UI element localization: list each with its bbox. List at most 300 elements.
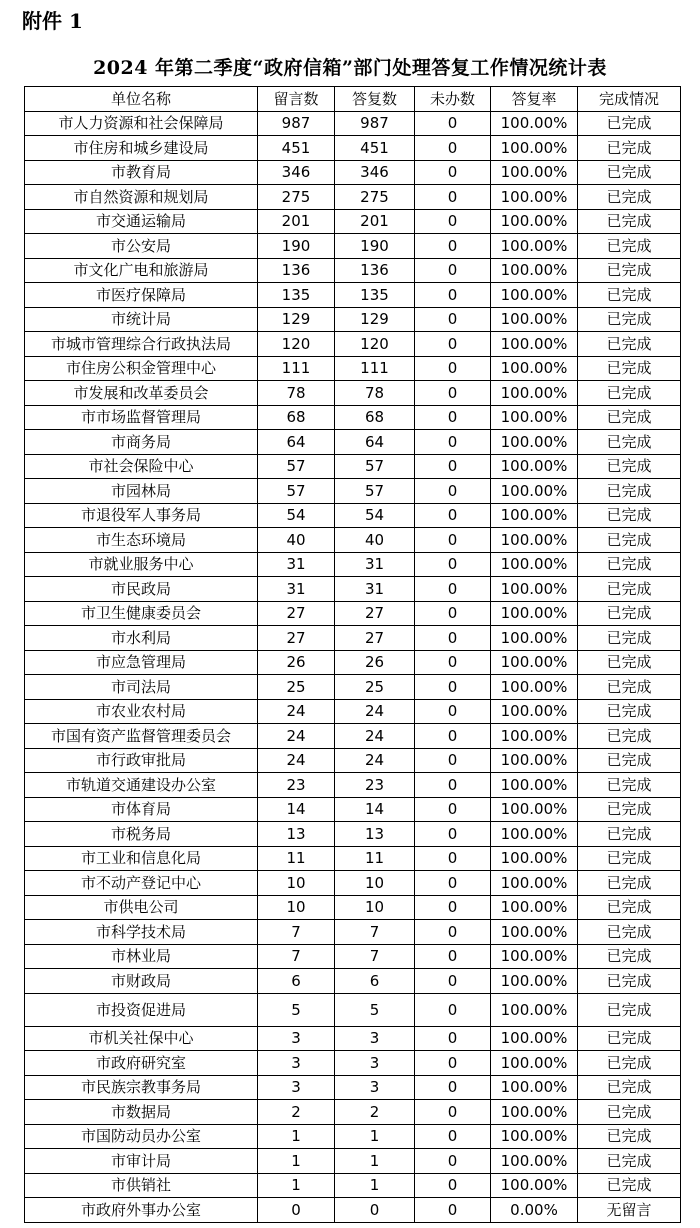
replies-cell: 120 xyxy=(335,332,415,357)
messages-cell: 111 xyxy=(258,356,335,381)
messages-cell: 40 xyxy=(258,528,335,553)
rate-cell: 100.00% xyxy=(491,454,578,479)
status-cell: 已完成 xyxy=(578,356,681,381)
messages-cell: 10 xyxy=(258,895,335,920)
replies-cell: 27 xyxy=(335,626,415,651)
status-cell: 已完成 xyxy=(578,160,681,185)
messages-cell: 27 xyxy=(258,626,335,651)
replies-cell: 10 xyxy=(335,871,415,896)
column-header-messages: 留言数 xyxy=(258,87,335,112)
messages-cell: 26 xyxy=(258,650,335,675)
pending-cell: 0 xyxy=(415,699,491,724)
table-row xyxy=(25,1149,681,1174)
pending-cell: 0 xyxy=(415,283,491,308)
unit-cell: 市供电公司 xyxy=(25,895,258,920)
unit-cell: 市城市管理综合行政执法局 xyxy=(25,332,258,357)
rate-cell: 100.00% xyxy=(491,822,578,847)
table-row xyxy=(25,1051,681,1076)
replies-cell: 68 xyxy=(335,405,415,430)
unit-cell: 市科学技术局 xyxy=(25,920,258,945)
replies-cell: 2 xyxy=(335,1100,415,1125)
unit-cell: 市商务局 xyxy=(25,430,258,455)
table-row xyxy=(25,356,681,381)
table-row xyxy=(25,209,681,234)
unit-cell: 市统计局 xyxy=(25,307,258,332)
messages-cell: 24 xyxy=(258,748,335,773)
status-cell: 已完成 xyxy=(578,405,681,430)
unit-cell: 市民政局 xyxy=(25,577,258,602)
messages-cell: 2 xyxy=(258,1100,335,1125)
column-header-unit: 单位名称 xyxy=(25,87,258,112)
replies-cell: 111 xyxy=(335,356,415,381)
pending-cell: 0 xyxy=(415,209,491,234)
replies-cell: 201 xyxy=(335,209,415,234)
rate-cell: 100.00% xyxy=(491,283,578,308)
status-cell: 已完成 xyxy=(578,185,681,210)
unit-cell: 市民族宗教事务局 xyxy=(25,1075,258,1100)
status-cell: 已完成 xyxy=(578,503,681,528)
table-row xyxy=(25,748,681,773)
table-row xyxy=(25,234,681,259)
table-row xyxy=(25,258,681,283)
table-row xyxy=(25,479,681,504)
table-row xyxy=(25,160,681,185)
status-cell: 已完成 xyxy=(578,1075,681,1100)
table-row xyxy=(25,1198,681,1223)
status-cell: 已完成 xyxy=(578,699,681,724)
rate-cell: 100.00% xyxy=(491,675,578,700)
unit-cell: 市卫生健康委员会 xyxy=(25,601,258,626)
pending-cell: 0 xyxy=(415,1198,491,1223)
attachment-label: 附件 1 xyxy=(22,9,83,33)
table-row xyxy=(25,528,681,553)
replies-cell: 5 xyxy=(335,993,415,1026)
rate-cell: 100.00% xyxy=(491,1051,578,1076)
pending-cell: 0 xyxy=(415,1026,491,1051)
table-row xyxy=(25,626,681,651)
pending-cell: 0 xyxy=(415,479,491,504)
messages-cell: 275 xyxy=(258,185,335,210)
messages-cell: 31 xyxy=(258,577,335,602)
rate-cell: 100.00% xyxy=(491,479,578,504)
status-cell: 已完成 xyxy=(578,332,681,357)
messages-cell: 27 xyxy=(258,601,335,626)
table-row xyxy=(25,1173,681,1198)
status-cell: 已完成 xyxy=(578,748,681,773)
pending-cell: 0 xyxy=(415,356,491,381)
rate-cell: 0.00% xyxy=(491,1198,578,1223)
messages-cell: 5 xyxy=(258,993,335,1026)
status-cell: 已完成 xyxy=(578,430,681,455)
rate-cell: 100.00% xyxy=(491,993,578,1026)
rate-cell: 100.00% xyxy=(491,430,578,455)
unit-cell: 市国有资产监督管理委员会 xyxy=(25,724,258,749)
rate-cell: 100.00% xyxy=(491,332,578,357)
unit-cell: 市医疗保障局 xyxy=(25,283,258,308)
rate-cell: 100.00% xyxy=(491,258,578,283)
messages-cell: 24 xyxy=(258,699,335,724)
rate-cell: 100.00% xyxy=(491,209,578,234)
table-row xyxy=(25,846,681,871)
replies-cell: 23 xyxy=(335,773,415,798)
pending-cell: 0 xyxy=(415,773,491,798)
pending-cell: 0 xyxy=(415,454,491,479)
pending-cell: 0 xyxy=(415,748,491,773)
messages-cell: 129 xyxy=(258,307,335,332)
messages-cell: 6 xyxy=(258,969,335,994)
replies-cell: 3 xyxy=(335,1026,415,1051)
unit-cell: 市应急管理局 xyxy=(25,650,258,675)
table-row xyxy=(25,822,681,847)
pending-cell: 0 xyxy=(415,1100,491,1125)
status-cell: 已完成 xyxy=(578,895,681,920)
unit-cell: 市社会保险中心 xyxy=(25,454,258,479)
unit-cell: 市供销社 xyxy=(25,1173,258,1198)
table-header-row xyxy=(25,87,681,112)
replies-cell: 3 xyxy=(335,1075,415,1100)
pending-cell: 0 xyxy=(415,1124,491,1149)
unit-cell: 市发展和改革委员会 xyxy=(25,381,258,406)
messages-cell: 57 xyxy=(258,454,335,479)
status-cell: 已完成 xyxy=(578,283,681,308)
status-cell: 已完成 xyxy=(578,920,681,945)
table-row xyxy=(25,601,681,626)
status-cell: 已完成 xyxy=(578,675,681,700)
pending-cell: 0 xyxy=(415,503,491,528)
replies-cell: 14 xyxy=(335,797,415,822)
status-cell: 已完成 xyxy=(578,552,681,577)
rate-cell: 100.00% xyxy=(491,1026,578,1051)
replies-cell: 451 xyxy=(335,136,415,161)
table-row xyxy=(25,650,681,675)
table-row xyxy=(25,185,681,210)
rate-cell: 100.00% xyxy=(491,846,578,871)
statistics-table xyxy=(24,86,681,1223)
pending-cell: 0 xyxy=(415,871,491,896)
unit-cell: 市就业服务中心 xyxy=(25,552,258,577)
messages-cell: 3 xyxy=(258,1051,335,1076)
messages-cell: 11 xyxy=(258,846,335,871)
replies-cell: 10 xyxy=(335,895,415,920)
messages-cell: 136 xyxy=(258,258,335,283)
table-row xyxy=(25,699,681,724)
unit-cell: 市园林局 xyxy=(25,479,258,504)
messages-cell: 14 xyxy=(258,797,335,822)
pending-cell: 0 xyxy=(415,405,491,430)
unit-cell: 市农业农村局 xyxy=(25,699,258,724)
replies-cell: 11 xyxy=(335,846,415,871)
pending-cell: 0 xyxy=(415,111,491,136)
unit-cell: 市工业和信息化局 xyxy=(25,846,258,871)
table-row xyxy=(25,405,681,430)
replies-cell: 1 xyxy=(335,1149,415,1174)
unit-cell: 市投资促进局 xyxy=(25,993,258,1026)
pending-cell: 0 xyxy=(415,160,491,185)
replies-cell: 135 xyxy=(335,283,415,308)
table-row xyxy=(25,283,681,308)
pending-cell: 0 xyxy=(415,552,491,577)
pending-cell: 0 xyxy=(415,675,491,700)
table-row xyxy=(25,895,681,920)
status-cell: 已完成 xyxy=(578,1173,681,1198)
pending-cell: 0 xyxy=(415,822,491,847)
pending-cell: 0 xyxy=(415,650,491,675)
rate-cell: 100.00% xyxy=(491,1124,578,1149)
replies-cell: 7 xyxy=(335,920,415,945)
status-cell: 已完成 xyxy=(578,136,681,161)
status-cell: 已完成 xyxy=(578,234,681,259)
rate-cell: 100.00% xyxy=(491,895,578,920)
table-row xyxy=(25,797,681,822)
rate-cell: 100.00% xyxy=(491,626,578,651)
table-row xyxy=(25,332,681,357)
table-row xyxy=(25,724,681,749)
pending-cell: 0 xyxy=(415,1149,491,1174)
messages-cell: 201 xyxy=(258,209,335,234)
pending-cell: 0 xyxy=(415,258,491,283)
messages-cell: 7 xyxy=(258,920,335,945)
pending-cell: 0 xyxy=(415,993,491,1026)
status-cell: 已完成 xyxy=(578,724,681,749)
messages-cell: 987 xyxy=(258,111,335,136)
unit-cell: 市公安局 xyxy=(25,234,258,259)
unit-cell: 市审计局 xyxy=(25,1149,258,1174)
status-cell: 已完成 xyxy=(578,871,681,896)
pending-cell: 0 xyxy=(415,185,491,210)
unit-cell: 市体育局 xyxy=(25,797,258,822)
replies-cell: 24 xyxy=(335,699,415,724)
unit-cell: 市不动产登记中心 xyxy=(25,871,258,896)
rate-cell: 100.00% xyxy=(491,944,578,969)
pending-cell: 0 xyxy=(415,136,491,161)
rate-cell: 100.00% xyxy=(491,136,578,161)
status-cell: 已完成 xyxy=(578,381,681,406)
messages-cell: 3 xyxy=(258,1075,335,1100)
status-cell: 已完成 xyxy=(578,773,681,798)
replies-cell: 27 xyxy=(335,601,415,626)
replies-cell: 1 xyxy=(335,1173,415,1198)
status-cell: 已完成 xyxy=(578,479,681,504)
unit-cell: 市行政审批局 xyxy=(25,748,258,773)
replies-cell: 57 xyxy=(335,454,415,479)
table-row xyxy=(25,993,681,1026)
table-row xyxy=(25,969,681,994)
status-cell: 已完成 xyxy=(578,650,681,675)
pending-cell: 0 xyxy=(415,307,491,332)
column-header-pending: 未办数 xyxy=(415,87,491,112)
unit-cell: 市文化广电和旅游局 xyxy=(25,258,258,283)
column-header-rate: 答复率 xyxy=(491,87,578,112)
table-row xyxy=(25,1124,681,1149)
pending-cell: 0 xyxy=(415,944,491,969)
replies-cell: 31 xyxy=(335,552,415,577)
pending-cell: 0 xyxy=(415,724,491,749)
messages-cell: 135 xyxy=(258,283,335,308)
table-row xyxy=(25,430,681,455)
messages-cell: 7 xyxy=(258,944,335,969)
pending-cell: 0 xyxy=(415,577,491,602)
pending-cell: 0 xyxy=(415,626,491,651)
unit-cell: 市政府研究室 xyxy=(25,1051,258,1076)
rate-cell: 100.00% xyxy=(491,773,578,798)
status-cell: 已完成 xyxy=(578,577,681,602)
status-cell: 已完成 xyxy=(578,969,681,994)
status-cell: 无留言 xyxy=(578,1198,681,1223)
pending-cell: 0 xyxy=(415,920,491,945)
pending-cell: 0 xyxy=(415,895,491,920)
rate-cell: 100.00% xyxy=(491,577,578,602)
messages-cell: 13 xyxy=(258,822,335,847)
unit-cell: 市财政局 xyxy=(25,969,258,994)
table-row xyxy=(25,920,681,945)
rate-cell: 100.00% xyxy=(491,748,578,773)
status-cell: 已完成 xyxy=(578,846,681,871)
replies-cell: 40 xyxy=(335,528,415,553)
rate-cell: 100.00% xyxy=(491,1075,578,1100)
status-cell: 已完成 xyxy=(578,626,681,651)
table-row xyxy=(25,1100,681,1125)
table-row xyxy=(25,944,681,969)
messages-cell: 64 xyxy=(258,430,335,455)
rate-cell: 100.00% xyxy=(491,503,578,528)
replies-cell: 346 xyxy=(335,160,415,185)
rate-cell: 100.00% xyxy=(491,1100,578,1125)
status-cell: 已完成 xyxy=(578,258,681,283)
unit-cell: 市教育局 xyxy=(25,160,258,185)
pending-cell: 0 xyxy=(415,846,491,871)
status-cell: 已完成 xyxy=(578,1149,681,1174)
messages-cell: 346 xyxy=(258,160,335,185)
status-cell: 已完成 xyxy=(578,1124,681,1149)
status-cell: 已完成 xyxy=(578,601,681,626)
table-row xyxy=(25,111,681,136)
messages-cell: 68 xyxy=(258,405,335,430)
rate-cell: 100.00% xyxy=(491,160,578,185)
rate-cell: 100.00% xyxy=(491,185,578,210)
messages-cell: 1 xyxy=(258,1173,335,1198)
rate-cell: 100.00% xyxy=(491,405,578,430)
status-cell: 已完成 xyxy=(578,993,681,1026)
document-title: 2024 年第二季度“政府信箱”部门处理答复工作情况统计表 xyxy=(93,57,607,79)
messages-cell: 451 xyxy=(258,136,335,161)
replies-cell: 57 xyxy=(335,479,415,504)
pending-cell: 0 xyxy=(415,601,491,626)
table-row xyxy=(25,503,681,528)
status-cell: 已完成 xyxy=(578,944,681,969)
replies-cell: 26 xyxy=(335,650,415,675)
pending-cell: 0 xyxy=(415,430,491,455)
table-row xyxy=(25,1075,681,1100)
table-row xyxy=(25,552,681,577)
pending-cell: 0 xyxy=(415,969,491,994)
replies-cell: 1 xyxy=(335,1124,415,1149)
replies-cell: 275 xyxy=(335,185,415,210)
replies-cell: 25 xyxy=(335,675,415,700)
table-row xyxy=(25,307,681,332)
rate-cell: 100.00% xyxy=(491,552,578,577)
status-cell: 已完成 xyxy=(578,1051,681,1076)
rate-cell: 100.00% xyxy=(491,601,578,626)
table-body xyxy=(25,111,681,1222)
pending-cell: 0 xyxy=(415,1051,491,1076)
messages-cell: 10 xyxy=(258,871,335,896)
unit-cell: 市自然资源和规划局 xyxy=(25,185,258,210)
messages-cell: 31 xyxy=(258,552,335,577)
pending-cell: 0 xyxy=(415,332,491,357)
rate-cell: 100.00% xyxy=(491,969,578,994)
table-row xyxy=(25,454,681,479)
rate-cell: 100.00% xyxy=(491,307,578,332)
replies-cell: 190 xyxy=(335,234,415,259)
rate-cell: 100.00% xyxy=(491,111,578,136)
status-cell: 已完成 xyxy=(578,822,681,847)
replies-cell: 3 xyxy=(335,1051,415,1076)
unit-cell: 市税务局 xyxy=(25,822,258,847)
replies-cell: 78 xyxy=(335,381,415,406)
rate-cell: 100.00% xyxy=(491,1173,578,1198)
replies-cell: 24 xyxy=(335,748,415,773)
column-header-status: 完成情况 xyxy=(578,87,681,112)
unit-cell: 市水利局 xyxy=(25,626,258,651)
unit-cell: 市交通运输局 xyxy=(25,209,258,234)
unit-cell: 市机关社保中心 xyxy=(25,1026,258,1051)
table-row xyxy=(25,136,681,161)
unit-cell: 市轨道交通建设办公室 xyxy=(25,773,258,798)
rate-cell: 100.00% xyxy=(491,1149,578,1174)
pending-cell: 0 xyxy=(415,797,491,822)
table-row xyxy=(25,1026,681,1051)
column-header-replies: 答复数 xyxy=(335,87,415,112)
unit-cell: 市住房和城乡建设局 xyxy=(25,136,258,161)
unit-cell: 市生态环境局 xyxy=(25,528,258,553)
replies-cell: 6 xyxy=(335,969,415,994)
status-cell: 已完成 xyxy=(578,1026,681,1051)
status-cell: 已完成 xyxy=(578,307,681,332)
table-row xyxy=(25,577,681,602)
status-cell: 已完成 xyxy=(578,1100,681,1125)
table-row xyxy=(25,381,681,406)
unit-cell: 市司法局 xyxy=(25,675,258,700)
messages-cell: 0 xyxy=(258,1198,335,1223)
replies-cell: 13 xyxy=(335,822,415,847)
rate-cell: 100.00% xyxy=(491,920,578,945)
rate-cell: 100.00% xyxy=(491,871,578,896)
replies-cell: 129 xyxy=(335,307,415,332)
replies-cell: 31 xyxy=(335,577,415,602)
pending-cell: 0 xyxy=(415,1075,491,1100)
table-row xyxy=(25,675,681,700)
replies-cell: 24 xyxy=(335,724,415,749)
messages-cell: 1 xyxy=(258,1124,335,1149)
unit-cell: 市林业局 xyxy=(25,944,258,969)
replies-cell: 987 xyxy=(335,111,415,136)
messages-cell: 57 xyxy=(258,479,335,504)
messages-cell: 25 xyxy=(258,675,335,700)
rate-cell: 100.00% xyxy=(491,797,578,822)
rate-cell: 100.00% xyxy=(491,234,578,259)
status-cell: 已完成 xyxy=(578,454,681,479)
unit-cell: 市住房公积金管理中心 xyxy=(25,356,258,381)
unit-cell: 市人力资源和社会保障局 xyxy=(25,111,258,136)
pending-cell: 0 xyxy=(415,381,491,406)
table-row xyxy=(25,871,681,896)
unit-cell: 市国防动员办公室 xyxy=(25,1124,258,1149)
pending-cell: 0 xyxy=(415,1173,491,1198)
replies-cell: 54 xyxy=(335,503,415,528)
messages-cell: 78 xyxy=(258,381,335,406)
rate-cell: 100.00% xyxy=(491,356,578,381)
status-cell: 已完成 xyxy=(578,209,681,234)
